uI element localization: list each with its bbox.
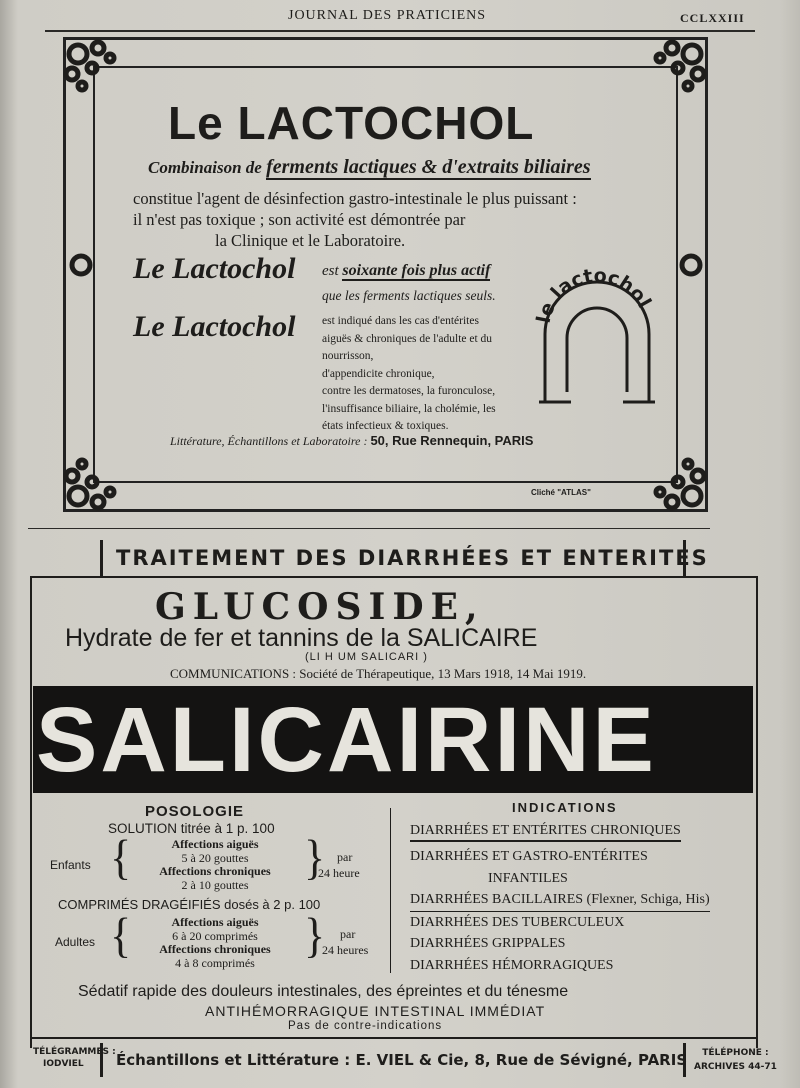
posology-label: Affections aiguës: [171, 837, 259, 851]
body-line: la Clinique et le Laboratoire.: [215, 231, 406, 250]
enfants-label: Enfants: [50, 858, 91, 872]
lactochol-title: Le LACTOCHOL: [168, 97, 535, 149]
posology-dose: 2 à 10 gouttes: [181, 877, 249, 892]
lactochol-brand-2: Le Lactochol: [133, 310, 296, 343]
posology-dose: 6 à 20 comprimés: [172, 928, 258, 943]
hydrate-line: Hydrate de fer et tannins de la SALICAIRE: [65, 624, 538, 652]
claim1-prefix: est: [322, 263, 339, 279]
body-line: constitue l'agent de désinfection gastro-intestinale le plus puissant :: [133, 189, 577, 208]
claim2-list: [322, 313, 496, 436]
ad-bottom-rule: [30, 1037, 758, 1039]
salicairine-brand: SALICAIRINE: [36, 689, 657, 791]
subtitle-emphasis: ferments lactiques & d'extraits biliaires: [266, 156, 591, 178]
period-enfants: 24 heure: [318, 866, 360, 880]
page-number: CCLXXIII: [680, 11, 745, 25]
glucoside-title: GLUCOSIDE,: [155, 586, 485, 628]
corner-ornament-icon: [648, 38, 708, 98]
telephone-label: TÉLÉPHONE :: [702, 1048, 769, 1058]
claim1-suffix: que les ferments lactiques seuls.: [322, 288, 496, 303]
indications-list: [410, 820, 710, 976]
body-line: il n'est pas toxique ; son activité est démontrée par: [133, 210, 466, 229]
claim2-line: contre les dermatoses, la furonculose,: [322, 385, 496, 397]
ad-top-rule: [30, 576, 758, 578]
treatment-banner: TRAITEMENT DES DIARRHÉES ET ENTERITES: [116, 546, 709, 570]
indication-item: DIARRHÉES ET ENTÉRITES CHRONIQUES: [410, 822, 681, 842]
posology-label: Affections chroniques: [159, 864, 271, 878]
period-adultes: 24 heures: [322, 943, 369, 957]
lactochol-footer-label: Littérature, Échantillons et Laboratoire :: [170, 434, 368, 448]
claim1-emphasis: soixante fois plus actif: [342, 262, 491, 279]
adultes-label: Adultes: [55, 935, 96, 949]
par-label: par: [337, 850, 353, 864]
section-divider: [28, 528, 710, 529]
indication-item: DIARRHÉES BACILLAIRES (Flexner, Schiga, His): [410, 889, 710, 912]
claim2-line: nourrisson,: [322, 350, 374, 362]
corner-ornament-icon: [62, 38, 122, 98]
subtitle-prefix: Combinaison de: [148, 158, 262, 177]
claim2-line: états infectieux & toxiques.: [322, 420, 449, 432]
par-label: par: [340, 927, 356, 941]
lactochol-footer-address: 50, Rue Rennequin, PARIS: [370, 433, 534, 448]
claim2-line: d'appendicite chronique,: [322, 367, 435, 380]
lactochol-body: [133, 188, 577, 251]
posology-label: Affections aiguës: [171, 915, 259, 929]
corner-ornament-icon: [62, 452, 122, 512]
posology-dose: 4 à 8 comprimés: [175, 955, 255, 970]
solution-line: SOLUTION titrée à 1 p. 100: [108, 821, 275, 836]
viel-footer: Échantillons et Littérature : E. VIEL & Cie, 8, Rue de Sévigné, PARIS: [116, 1051, 688, 1069]
horseshoe-logo-icon: [527, 252, 667, 404]
communications-line: COMMUNICATIONS : Société de Thérapeutique, 13 Mars 1918, 14 Mai 1919.: [170, 666, 587, 681]
indication-item: DIARRHÉES DES TUBERCULEUX: [410, 914, 625, 930]
journal-title: JOURNAL DES PRATICIENS: [288, 8, 487, 23]
comprimes-line: COMPRIMÉS DRAGÉIFIÉS dosés à 2 p. 100: [58, 897, 321, 912]
telegrams-label: TÉLÉGRAMMES :: [33, 1047, 116, 1057]
telephone-value: ARCHIVES 44-71: [694, 1062, 777, 1072]
claim2-line: l'insuffisance biliaire, la cholémie, les: [322, 402, 496, 415]
posology-label: Affections chroniques: [159, 942, 271, 956]
indication-item: DIARRHÉES GRIPPALES: [410, 936, 566, 951]
brace-icon: {: [110, 908, 132, 963]
side-ornament-icon: [66, 250, 96, 280]
sedatif-line: Sédatif rapide des douleurs intestinales, des épreintes et du ténesme: [78, 983, 569, 1000]
ad-left-rule: [30, 576, 32, 1048]
indication-item: INFANTILES: [488, 870, 568, 886]
contre-line: Pas de contre-indications: [288, 1020, 443, 1032]
brace-icon: }: [304, 830, 326, 885]
posology-dose: 5 à 20 gouttes: [181, 850, 249, 865]
brace-icon: {: [110, 830, 132, 885]
logo-text: le lactochol: [532, 264, 656, 325]
telegrams-value: IODVIEL: [43, 1059, 84, 1069]
latin-name: (LI H UM SALICARI ): [305, 651, 428, 663]
brace-icon: }: [304, 908, 326, 963]
claim2-line: aiguës & chroniques de l'adulte et du: [322, 332, 493, 345]
ad-right-rule: [756, 576, 758, 1048]
cliche-credit: Cliché "ATLAS": [531, 488, 591, 497]
indications-title: INDICATIONS: [512, 800, 618, 815]
posologie-title: POSOLOGIE: [145, 803, 245, 820]
claim2-line: est indiqué dans les cas d'entérites: [322, 315, 479, 327]
column-divider: [390, 808, 391, 973]
header-rule: [45, 30, 755, 32]
lactochol-brand-1: Le Lactochol: [133, 252, 296, 285]
side-ornament-icon: [676, 250, 706, 280]
indication-item: DIARRHÉES HÉMORRAGIQUES: [410, 957, 614, 973]
corner-ornament-icon: [648, 452, 708, 512]
indication-item: DIARRHÉES ET GASTRO-ENTÉRITES: [410, 849, 648, 864]
anti-line: ANTIHÉMORRAGIQUE INTESTINAL IMMÉDIAT: [205, 1003, 546, 1019]
svg-text:le lactochol: [533, 265, 656, 325]
